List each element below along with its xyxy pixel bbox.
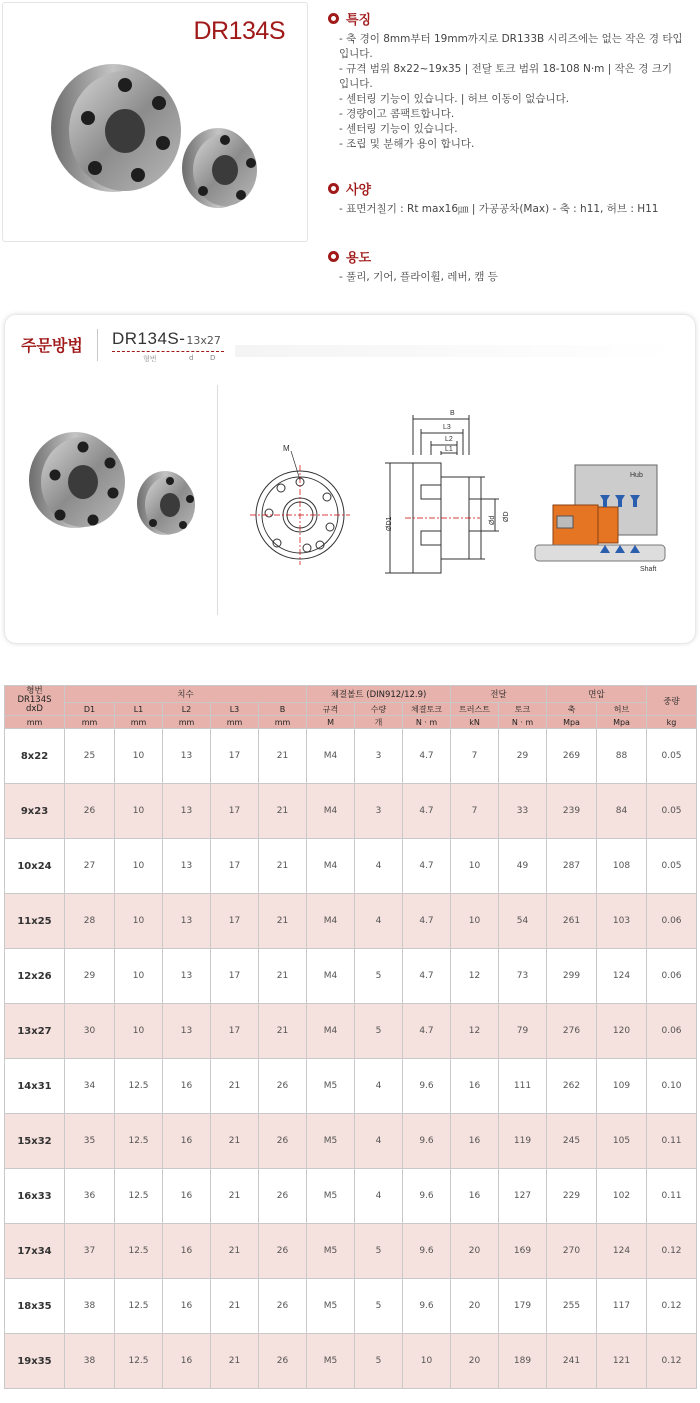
header-bolt: 체결볼트 (DIN912/12.9) [307, 686, 451, 703]
table-cell: 9.6 [403, 1279, 451, 1334]
header-model [5, 686, 65, 716]
unit-cell: Mpa [547, 716, 597, 729]
table-cell: 26 [259, 1169, 307, 1224]
table-cell: 37 [65, 1224, 115, 1279]
table-cell: 35 [65, 1114, 115, 1169]
table-cell: 255 [547, 1279, 597, 1334]
table-row [5, 784, 697, 839]
table-cell: 10 [115, 894, 163, 949]
table-cell: 84 [597, 784, 647, 839]
table-cell: 124 [597, 949, 647, 1004]
order-code-size: 13x27 [186, 334, 221, 347]
header-l1: L1 [115, 703, 163, 716]
table-cell: 17 [211, 784, 259, 839]
table-cell: 179 [499, 1279, 547, 1334]
table-cell: 13 [163, 784, 211, 839]
table-cell: 189 [499, 1334, 547, 1389]
table-cell: 16 [451, 1059, 499, 1114]
table-row [5, 839, 697, 894]
label-hub: Hub [630, 472, 643, 479]
unit-cell: N · m [499, 716, 547, 729]
table-cell: 16 [163, 1059, 211, 1114]
table-cell: M4 [307, 949, 355, 1004]
table-cell: 5 [355, 1004, 403, 1059]
table-cell: 4 [355, 839, 403, 894]
table-cell: 10 [403, 1334, 451, 1389]
table-cell: 16 [163, 1279, 211, 1334]
table-cell: 21 [211, 1224, 259, 1279]
table-cell: 73 [499, 949, 547, 1004]
label-l1: L1 [445, 446, 453, 453]
table-cell: 5 [355, 1334, 403, 1389]
table-cell: 0.06 [647, 894, 697, 949]
table-cell: 16 [163, 1224, 211, 1279]
table-cell: 12.5 [115, 1279, 163, 1334]
technical-drawing [245, 395, 685, 585]
table-cell: 13 [163, 1004, 211, 1059]
table-cell: 121 [597, 1334, 647, 1389]
order-code-underline [112, 351, 224, 352]
table-cell: 0.10 [647, 1059, 697, 1114]
table-cell: 5 [355, 1224, 403, 1279]
table-cell: 21 [211, 1334, 259, 1389]
table-cell: 12.5 [115, 1114, 163, 1169]
label-d-large: ØD [503, 511, 510, 522]
table-cell: 4 [355, 1169, 403, 1224]
order-title: 주문방법 [21, 336, 83, 355]
header-dimensions: 치수 [65, 686, 307, 703]
table-cell: M4 [307, 894, 355, 949]
table-cell: 4.7 [403, 729, 451, 784]
order-caption-D: D [210, 354, 216, 362]
table-cell: 12.5 [115, 1059, 163, 1114]
order-header-band [235, 345, 675, 357]
order-code [112, 329, 221, 349]
table-cell: 10 [451, 894, 499, 949]
table-cell: 21 [211, 1279, 259, 1334]
table-cell: M5 [307, 1334, 355, 1389]
table-cell: 0.11 [647, 1169, 697, 1224]
header-bolt-qty: 수량 [355, 703, 403, 716]
feature-line: - 조립 및 분해가 용이 합니다. [339, 138, 475, 150]
table-cell: 7 [451, 729, 499, 784]
front-view [250, 451, 350, 565]
table-cell: 0.06 [647, 1004, 697, 1059]
table-cell: 21 [259, 894, 307, 949]
spec-table [4, 685, 697, 1389]
table-cell: 12.5 [115, 1224, 163, 1279]
units-row [5, 716, 697, 729]
size-cell: 17x34 [5, 1224, 65, 1279]
table-cell: 4.7 [403, 1004, 451, 1059]
unit-cell: 개 [355, 716, 403, 729]
size-cell: 16x33 [5, 1169, 65, 1224]
size-cell: 15x32 [5, 1114, 65, 1169]
order-product-photo [15, 425, 215, 545]
table-cell: 25 [65, 729, 115, 784]
table-cell: 13 [163, 894, 211, 949]
table-cell: 105 [597, 1114, 647, 1169]
table-cell: 117 [597, 1279, 647, 1334]
size-cell: 10x24 [5, 839, 65, 894]
product-title: DR134S [193, 17, 285, 45]
size-cell: 18x35 [5, 1279, 65, 1334]
table-row [5, 1169, 697, 1224]
table-cell: 0.05 [647, 839, 697, 894]
table-cell: 4.7 [403, 894, 451, 949]
feature-line: - 축 경이 8mm부터 19mm까지로 DR133B 시리즈에는 없는 작은 경 타입 [339, 33, 683, 45]
table-cell: 49 [499, 839, 547, 894]
table-cell: 16 [163, 1169, 211, 1224]
order-divider [97, 329, 98, 361]
feature-line: - 센터링 기능이 있습니다. [339, 123, 458, 135]
table-cell: 12 [451, 1004, 499, 1059]
table-cell: 102 [597, 1169, 647, 1224]
table-cell: 103 [597, 894, 647, 949]
table-cell: 16 [163, 1114, 211, 1169]
feature-line: 입니다. [339, 48, 373, 60]
table-cell: 12 [451, 949, 499, 1004]
table-cell: 276 [547, 1004, 597, 1059]
table-cell: 10 [115, 1004, 163, 1059]
label-b: B [450, 410, 455, 417]
table-cell: 33 [499, 784, 547, 839]
usage-line: - 풀리, 기어, 플라이휠, 레버, 캠 등 [339, 271, 498, 283]
feature-line: - 규격 범위 8x22~19x35 | 전달 토크 범위 18-108 N·m | 작은 경 크기 [339, 63, 672, 75]
unit-cell: M [307, 716, 355, 729]
table-cell: 9.6 [403, 1224, 451, 1279]
table-cell: 120 [597, 1004, 647, 1059]
assembly-view [535, 465, 665, 561]
table-cell: M4 [307, 1004, 355, 1059]
table-cell: 20 [451, 1224, 499, 1279]
table-cell: 0.12 [647, 1224, 697, 1279]
table-cell: 17 [211, 949, 259, 1004]
table-cell: 0.12 [647, 1279, 697, 1334]
table-cell: 4.7 [403, 949, 451, 1004]
unit-cell: mm [65, 716, 115, 729]
usage-title: 용도 [346, 250, 372, 266]
size-cell: 11x25 [5, 894, 65, 949]
table-cell: 111 [499, 1059, 547, 1114]
header-shaft: 축 [547, 703, 597, 716]
table-cell: 0.12 [647, 1334, 697, 1389]
table-cell: 26 [259, 1279, 307, 1334]
table-cell: 245 [547, 1114, 597, 1169]
table-row [5, 1334, 697, 1389]
table-cell: 119 [499, 1114, 547, 1169]
header-model-label: 형번 [26, 686, 43, 696]
table-cell: 10 [451, 839, 499, 894]
table-cell: 10 [115, 784, 163, 839]
table-cell: 13 [163, 839, 211, 894]
table-cell: 108 [597, 839, 647, 894]
unit-cell: kN [451, 716, 499, 729]
table-cell: M5 [307, 1169, 355, 1224]
table-cell: 21 [211, 1059, 259, 1114]
table-cell: 17 [211, 729, 259, 784]
table-cell: 4 [355, 1059, 403, 1114]
table-cell: 29 [499, 729, 547, 784]
table-cell: 13 [163, 729, 211, 784]
table-cell: 21 [211, 1114, 259, 1169]
table-cell: 26 [259, 1059, 307, 1114]
table-cell: 16 [451, 1114, 499, 1169]
table-cell: 9.6 [403, 1114, 451, 1169]
table-body [5, 729, 697, 1389]
table-cell: 27 [65, 839, 115, 894]
spec-section [328, 178, 696, 217]
table-cell: 269 [547, 729, 597, 784]
label-l3: L3 [443, 424, 451, 431]
unit-cell: mm [5, 716, 65, 729]
side-view [385, 415, 499, 573]
table-cell: 17 [211, 839, 259, 894]
table-cell: 0.11 [647, 1114, 697, 1169]
table-cell: M4 [307, 839, 355, 894]
header-bolt-torque: 체결토크 [403, 703, 451, 716]
header-torque: 토크 [499, 703, 547, 716]
table-cell: M5 [307, 1114, 355, 1169]
feature-line: - 경량이고 콤팩트합니다. [339, 108, 455, 120]
size-cell: 9x23 [5, 784, 65, 839]
header-model-dxd: dxD [26, 704, 43, 714]
table-cell: 21 [259, 729, 307, 784]
header-weight: 중량 [647, 686, 697, 716]
unit-cell: mm [211, 716, 259, 729]
product-image-box [2, 2, 308, 242]
spec-title: 사양 [346, 182, 372, 198]
label-d1: ØD1 [386, 516, 393, 531]
label-shaft: Shaft [640, 566, 657, 573]
order-vertical-divider [217, 385, 218, 615]
table-cell: M4 [307, 729, 355, 784]
table-cell: 10 [115, 729, 163, 784]
size-cell: 13x27 [5, 1004, 65, 1059]
table-row [5, 949, 697, 1004]
table-cell: 21 [259, 839, 307, 894]
table-cell: 17 [211, 1004, 259, 1059]
table-cell: 13 [163, 949, 211, 1004]
table-cell: 0.05 [647, 784, 697, 839]
header-pressure: 면압 [547, 686, 647, 703]
unit-cell: mm [115, 716, 163, 729]
table-cell: 109 [597, 1059, 647, 1114]
section-bullet-icon [328, 183, 339, 194]
label-l2: L2 [445, 436, 453, 443]
table-cell: 21 [259, 784, 307, 839]
unit-cell: N · m [403, 716, 451, 729]
order-code-model: DR134S- [112, 329, 186, 348]
table-cell: 3 [355, 729, 403, 784]
table-cell: 7 [451, 784, 499, 839]
table-cell: 9.6 [403, 1059, 451, 1114]
table-cell: 26 [65, 784, 115, 839]
table-row [5, 1224, 697, 1279]
feature-line: 입니다. [339, 78, 373, 90]
table-cell: M5 [307, 1059, 355, 1114]
features-section [328, 8, 696, 152]
size-cell: 12x26 [5, 949, 65, 1004]
table-cell: 169 [499, 1224, 547, 1279]
table-cell: 287 [547, 839, 597, 894]
table-cell: 5 [355, 1279, 403, 1334]
table-cell: 270 [547, 1224, 597, 1279]
table-cell: 26 [259, 1224, 307, 1279]
table-cell: 21 [259, 949, 307, 1004]
header-b: B [259, 703, 307, 716]
header-model-series: DR134S [17, 695, 52, 705]
table-cell: 0.06 [647, 949, 697, 1004]
table-cell: 261 [547, 894, 597, 949]
header-transmission: 전달 [451, 686, 547, 703]
table-cell: 239 [547, 784, 597, 839]
size-cell: 19x35 [5, 1334, 65, 1389]
order-caption-model: 형번 [143, 355, 157, 363]
table-cell: 38 [65, 1279, 115, 1334]
usage-section [328, 246, 696, 285]
size-cell: 14x31 [5, 1059, 65, 1114]
section-bullet-icon [328, 251, 339, 262]
unit-cell: mm [259, 716, 307, 729]
label-m: M [283, 444, 290, 453]
table-cell: 26 [259, 1334, 307, 1389]
table-cell: 241 [547, 1334, 597, 1389]
table-cell: 34 [65, 1059, 115, 1114]
table-cell: 229 [547, 1169, 597, 1224]
table-cell: 5 [355, 949, 403, 1004]
table-cell: 36 [65, 1169, 115, 1224]
table-cell: 16 [451, 1169, 499, 1224]
table-cell: 17 [211, 894, 259, 949]
table-cell: 38 [65, 1334, 115, 1389]
section-bullet-icon [328, 13, 339, 24]
label-d-small: Ød [489, 515, 496, 525]
table-cell: 54 [499, 894, 547, 949]
header-hub: 허브 [597, 703, 647, 716]
features-title: 특징 [346, 12, 372, 28]
table-row [5, 729, 697, 784]
table-cell: 20 [451, 1334, 499, 1389]
table-cell: 299 [547, 949, 597, 1004]
table-cell: 262 [547, 1059, 597, 1114]
order-caption-d: d [189, 354, 194, 362]
feature-line: - 센터링 기능이 있습니다. | 허브 이동이 없습니다. [339, 93, 570, 105]
unit-cell: kg [647, 716, 697, 729]
header-thrust: 트러스트 [451, 703, 499, 716]
table-cell: 4.7 [403, 784, 451, 839]
table-cell: 79 [499, 1004, 547, 1059]
header-l3: L3 [211, 703, 259, 716]
product-photo [33, 43, 283, 223]
table-cell: 29 [65, 949, 115, 1004]
table-row [5, 1004, 697, 1059]
table-cell: 4 [355, 1114, 403, 1169]
table-cell: 30 [65, 1004, 115, 1059]
table-cell: 124 [597, 1224, 647, 1279]
table-cell: 28 [65, 894, 115, 949]
size-cell: 8x22 [5, 729, 65, 784]
table-cell: 9.6 [403, 1169, 451, 1224]
table-cell: 3 [355, 784, 403, 839]
table-cell: M5 [307, 1279, 355, 1334]
table-cell: M4 [307, 784, 355, 839]
spec-line: - 표면거칠기 : Rt max16㎛ | 가공공차(Max) - 축 : h11, 허브 : H11 [339, 203, 659, 215]
table-cell: 16 [163, 1334, 211, 1389]
table-cell: 12.5 [115, 1169, 163, 1224]
table-row [5, 1279, 697, 1334]
table-row [5, 894, 697, 949]
order-method-box [4, 314, 696, 644]
table-row [5, 1114, 697, 1169]
table-cell: M5 [307, 1224, 355, 1279]
table-cell: 26 [259, 1114, 307, 1169]
table-cell: 0.05 [647, 729, 697, 784]
table-cell: 88 [597, 729, 647, 784]
header-bolt-size: 규격 [307, 703, 355, 716]
unit-cell: mm [163, 716, 211, 729]
table-cell: 12.5 [115, 1334, 163, 1389]
table-cell: 4 [355, 894, 403, 949]
table-row [5, 1059, 697, 1114]
unit-cell: Mpa [597, 716, 647, 729]
header-d1: D1 [65, 703, 115, 716]
table-cell: 4.7 [403, 839, 451, 894]
table-cell: 10 [115, 839, 163, 894]
table-cell: 21 [259, 1004, 307, 1059]
table-cell: 10 [115, 949, 163, 1004]
table-cell: 20 [451, 1279, 499, 1334]
header-l2: L2 [163, 703, 211, 716]
table-cell: 127 [499, 1169, 547, 1224]
table-cell: 21 [211, 1169, 259, 1224]
